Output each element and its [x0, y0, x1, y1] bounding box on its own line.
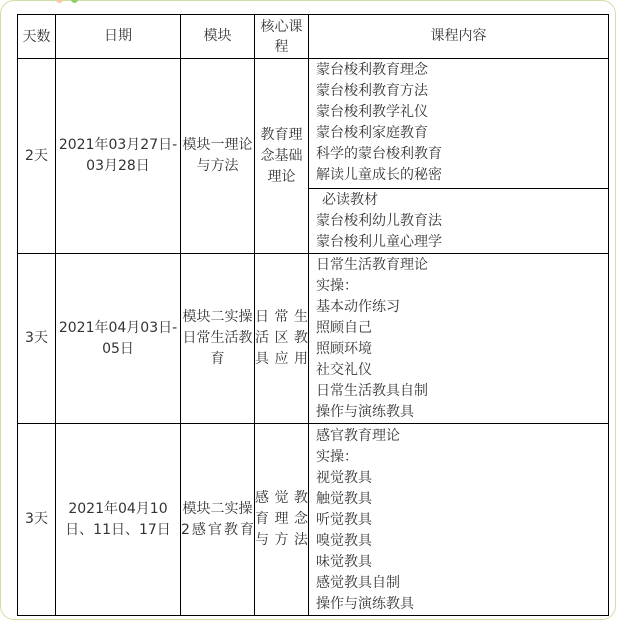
content-line: 实操：	[316, 448, 358, 465]
table-row	[18, 59, 609, 254]
row-content	[309, 59, 609, 254]
header-module: 模块	[181, 15, 255, 59]
content-line: 感觉教具自制	[316, 574, 400, 591]
content-line: 必读教材	[322, 192, 378, 208]
row-days: 2天	[18, 59, 56, 254]
header-content: 课程内容	[309, 15, 609, 59]
content-line: 蒙台梭利家庭教育	[316, 125, 428, 141]
content-line: 照顾自己	[316, 320, 372, 336]
row-content	[309, 424, 609, 616]
content-line: 社交礼仪	[316, 362, 372, 378]
header-core: 核心课程	[255, 15, 309, 59]
content-line: 实操：	[316, 278, 358, 294]
row-module: 模块一理论与方法	[181, 59, 255, 254]
content-line: 解读儿童成长的秘密	[316, 167, 442, 183]
content-line: 蒙台梭利教学礼仪	[316, 104, 428, 120]
course-schedule-table	[17, 14, 609, 616]
row-module: 模块二实操日常生活教育	[181, 254, 255, 424]
table-row	[18, 254, 609, 424]
header-date: 日期	[56, 15, 181, 59]
header-days: 天数	[18, 15, 56, 59]
row-core: 日常生活区教具应用	[255, 254, 309, 424]
row-date: 2021年03月27日-03月28日	[56, 59, 181, 254]
row-days: 3天	[18, 254, 56, 424]
content-line: 蒙台梭利教育理念	[316, 62, 428, 78]
row-days: 3天	[18, 424, 56, 616]
content-line: 操作与演练教具	[316, 595, 414, 612]
content-line: 嗅觉教具	[316, 532, 372, 549]
content-line: 日常生活教育理论	[316, 257, 428, 273]
row-core: 感觉教育理念与方法	[255, 424, 309, 616]
content-line: 蒙台梭利教育方法	[316, 83, 428, 99]
content-line: 感官教育理论	[316, 427, 400, 444]
row-module: 模块二实操2感官教育	[181, 424, 255, 616]
content-line: 日常生活教具自制	[316, 383, 428, 399]
header-row	[18, 15, 609, 59]
content-line: 视觉教具	[316, 469, 372, 486]
content-line: 味觉教具	[316, 553, 372, 570]
content-line: 基本动作练习	[316, 299, 400, 315]
row-date: 2021年04月10日、11日、17日	[56, 424, 181, 616]
row-core: 教育理念基础理论	[255, 59, 309, 254]
content-line: 蒙台梭利儿童心理学	[316, 234, 442, 250]
row-date: 2021年04月03日-05日	[56, 254, 181, 424]
content-line: 科学的蒙台梭利教育	[316, 146, 442, 162]
row-content	[309, 254, 609, 424]
content-line: 听觉教具	[316, 511, 372, 528]
content-line: 蒙台梭利幼儿教育法	[316, 213, 442, 229]
content-line: 照顾环境	[316, 341, 372, 357]
content-line: 操作与演练教具	[316, 404, 414, 420]
content-line: 触觉教具	[316, 490, 372, 507]
table-row	[18, 424, 609, 616]
